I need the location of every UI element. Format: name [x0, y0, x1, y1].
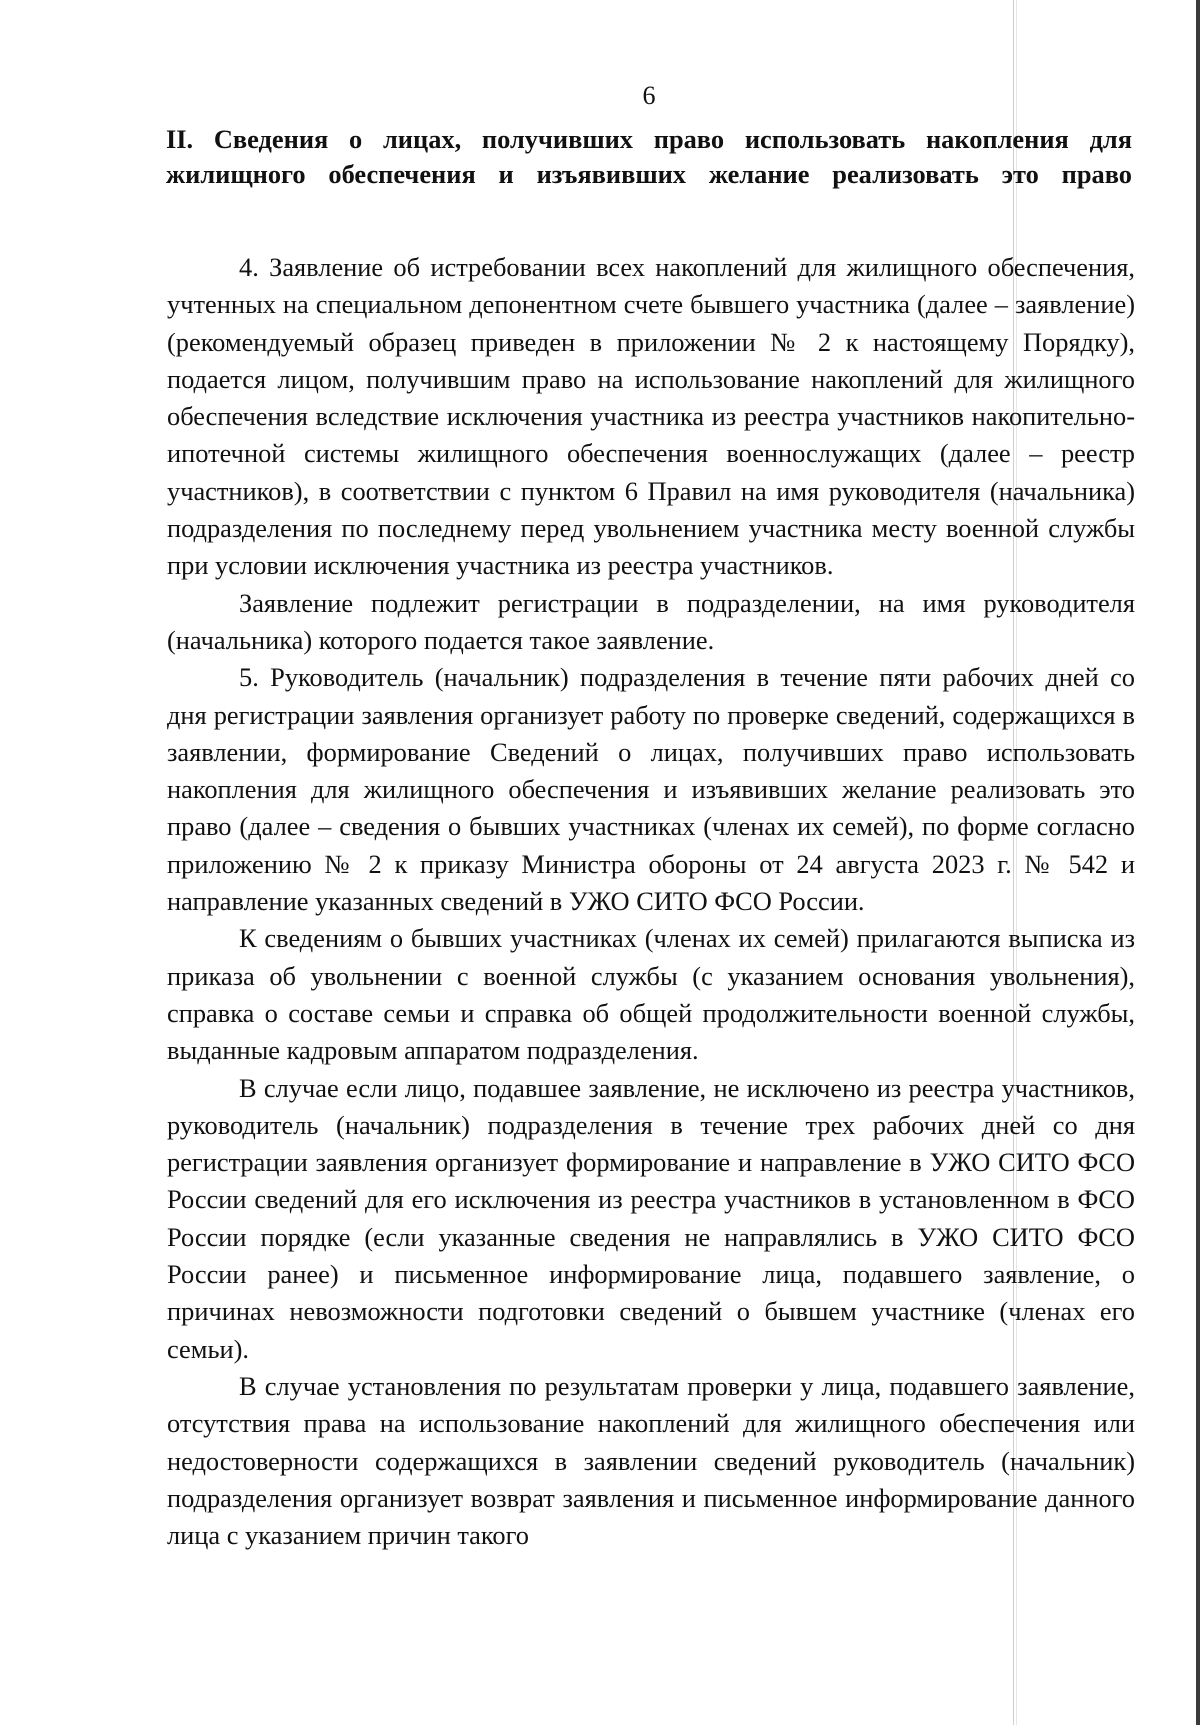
page-number: 6 [642, 81, 656, 110]
section-title: II. Сведения о лицах, получивших право использовать накопления для жилищного обеспечения и изъявивших желание реализовать это право [166, 124, 1132, 189]
paragraph-5: 5. Руководитель (начальник) подразделения в течение пяти рабочих дней со дня регистрации заявления организует работу по проверке сведений, содержащихся в заявлении, формирование Сведений о лицах, получивших право использовать накопления для жилищного обеспечения и изъявивших желание реализовать это право (далее – сведения о бывших участниках (членах их семей), по форме согласно приложению № 2 к приказу Министра обороны от 24 августа 2023 г. № 542 и направление указанных сведений в УЖО СИТО ФСО России. [167, 662, 1135, 917]
paragraph-no-right: В случае установления по результатам проверки у лица, подавшего заявление, отсутствия права на использование накоплений для жилищного обеспечения или недостоверности содержащихся в заявлении сведений руководитель (начальник) подразделения организует возврат заявления и письменное информирование данного лица с указанием причин такого [167, 1370, 1135, 1551]
paragraph-not-excluded: В случае если лицо, подавшее заявление, не исключено из реестра участников, руководитель (начальник) подразделения в течение трех рабочих дней со дня регистрации заявления организует формирование и направление в УЖО СИТО ФСО России сведений для его исключения из реестра участников в установленном в ФСО России порядке (если указанные сведения не направлялись в УЖО СИТО ФСО России ранее) и письменное информирование лица, подавшего заявление, о причинах невозможности подготовки сведений о бывшем участнике (членах его семьи). [167, 1072, 1135, 1364]
paragraph-attachments: К сведениям о бывших участниках (членах их семей) прилагаются выписка из приказа об увольнении с военной службы (с указанием основания увольнения), справка о составе семьи и справка об общей продолжительности военной службы, выданные кадровым аппаратом подразделения. [167, 923, 1135, 1066]
paragraph-4: 4. Заявление об истребовании всех накоплений для жилищного обеспечения, учтенных на специальном депонентном счете бывшего участника (далее – заявление) (рекомендуемый образец приведен в приложении № 2 к настоящему Порядку), подается лицом, получившим право на использование накоплений для жилищного обеспечения вследствие исключения участника из реестра участников накопительно-ипотечной системы жилищного обеспечения военнослужащих (далее – реестр участников), в соответствии с пунктом 6 Правил на имя руководителя (начальника) подразделения по последнему перед увольнением участника месту военной службы при условии исключения участника из реестра участников. [167, 252, 1135, 581]
document-body [167, 249, 1135, 1554]
page-edge-shadow [1196, 0, 1200, 1725]
paragraph-registration: Заявление подлежит регистрации в подразделении, на имя руководителя (начальника) которого подается такое заявление. [167, 587, 1135, 655]
